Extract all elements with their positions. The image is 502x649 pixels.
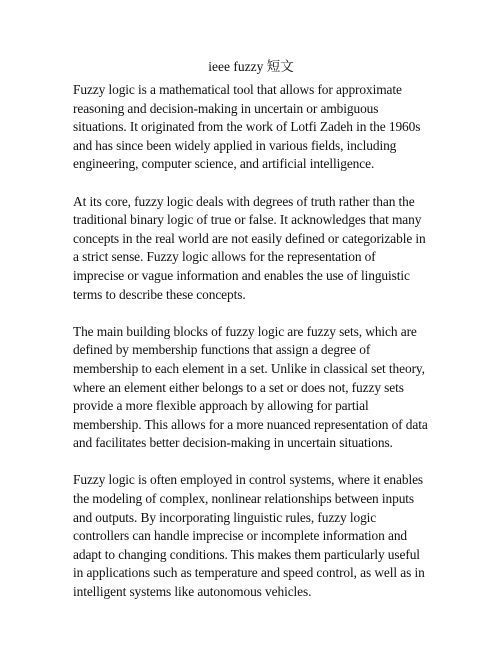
document-body [73,81,439,620]
text-line: provide a more flexible approach by allowing for partial [73,398,369,414]
text-line: engineering, computer science, and artificial intelligence. [73,156,375,172]
text-line: the modeling of complex, nonlinear relationships between inputs [73,491,415,507]
text-line: situations. It originated from the work of Lotfi Zadeh in the 1960s [73,119,421,135]
text-line: reasoning and decision-making in uncertain or ambiguous [73,100,379,116]
paragraph-3 [73,323,439,453]
text-line: imprecise or vague information and enables the use of linguistic [73,267,410,283]
paragraph-1 [73,81,439,174]
text-line: a strict sense. Fuzzy logic allows for the representation of [73,249,376,265]
text-line: in applications such as temperature and speed control, as well as in [73,565,425,581]
text-line: defined by membership functions that assign a degree of [73,342,371,358]
text-line: where an element either belongs to a set or does not, fuzzy sets [73,379,404,395]
text-line: membership. This allows for a more nuanced representation of data [73,416,428,432]
text-line: and outputs. By incorporating linguistic rules, fuzzy logic [73,509,377,525]
text-line: Fuzzy logic is a mathematical tool that allows for approximate [73,82,402,97]
text-line: concepts in the real world are not easily defined or categorizable in [73,230,426,246]
text-line: and has since been widely applied in various fields, including [73,137,397,153]
text-line: The main building blocks of fuzzy logic are fuzzy sets, which are [73,323,417,339]
document-title: ieee fuzzy 短文 [208,59,294,74]
text-line: adapt to changing conditions. This makes them particularly useful [73,546,420,562]
text-line: terms to describe these concepts. [73,286,246,302]
paragraph-2 [73,193,439,305]
text-line: Fuzzy logic is often employed in control systems, where it enables [73,472,424,488]
text-line: traditional binary logic of true or false. It acknowledges that many [73,212,422,228]
text-line: and facilitates better decision-making in uncertain situations. [73,435,393,451]
paragraph-4 [73,471,439,601]
text-line: intelligent systems like autonomous vehicles. [73,584,312,600]
text-line: At its core, fuzzy logic deals with degrees of truth rather than the [73,193,415,209]
text-line: membership to each element in a set. Unlike in classical set theory, [73,360,425,376]
text-line: controllers can handle imprecise or incomplete information and [73,528,408,544]
